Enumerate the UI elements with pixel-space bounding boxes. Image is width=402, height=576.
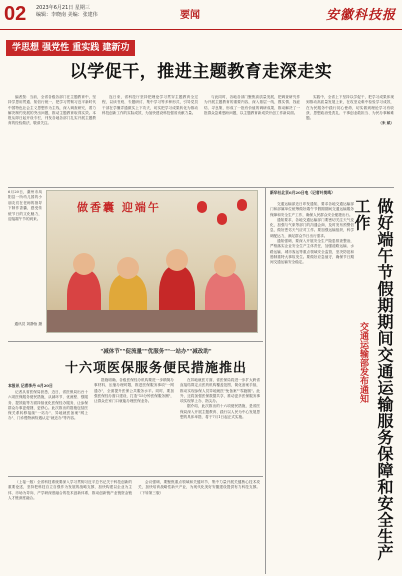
sub-col-3-text-2: 据介绍，此次推出的十六项便民措施，是省医保局深入开展主题教育、践行以人民为中心发展思想的具体举措，将于7月1日起正式实施。 — [180, 404, 260, 420]
sub-article-headline: 十六项医保服务便民措施推出 — [64, 361, 247, 376]
lead-col-2-text: 连日来，省科技厅坚持把理论学习贯穿主题教育全过程，以读书班、专题研讨、集中学习等多种形式，引导党员干部在学懂弄通做实上下功夫，切实把学习成果转化为推动科技创新工作的实际成效，为加快建设科技强省贡献力量。 — [102, 95, 198, 115]
right-article-byline: 新华社北京6月20日电（记者叶昊鸣） — [270, 190, 335, 195]
continued-col-left — [8, 480, 132, 572]
section-title: 要闻 — [180, 10, 200, 21]
lantern-decoration — [217, 213, 227, 225]
child-head — [214, 255, 236, 277]
lead-col-1-text: 编者按：当前，全省各级各部门在主题教育中，坚持学思用贯通、知信行统一，把学习贯彻习近平新时代中国特色社会主义思想作为主线，深入调查研究，着力解决制约发展的突出问题，推动主题教育取得实效。本报从即日起开设专栏，刊发各地各部门扎实开展主题教育的经验做法，敬请关注。 — [8, 95, 96, 126]
craft-table — [47, 310, 258, 332]
child-head — [166, 249, 188, 271]
sub-col-2 — [94, 378, 174, 472]
bottom-divider — [8, 476, 263, 477]
editor-line: 编辑：李晓南 美编：张建伟 — [36, 12, 98, 18]
sub-col-3-text: 在异地就医方面，省医保局将进一步扩大跨省直接结算定点医药机构覆盖范围，简化备案手续，推动实现参保人员异地就医"免备案""零跑腿"。此外，还将加强医保数据共享，推动更多医保服务事项实现掌上办、指尖办。 — [180, 378, 260, 404]
slogan-banner: 学思想 强党性 重实践 建新功 — [6, 40, 135, 56]
lead-col-1 — [8, 95, 96, 185]
page-header — [0, 0, 402, 30]
sub-col-2-text: 措施明确，各级医保经办机构要进一步精简办事材料，压缩办理时限，推进医保服务事项"一网通办"，全面提升医保公共服务水平。同时，要加强医保经办窗口建设，打造"15分钟医保服务圈"，让群众在家门口就能办理医保业务。 — [94, 378, 174, 404]
lead-col-4-text: 实践中，全省上下坚持以学促干，把学习成果体现到推动高质量发展上来，在攻坚克难中检验学习成效，在为民服务中践行初心使命，切实做到理论学习有收获、思想政治受洗礼、干事创业敢担当、为民办事解难题。 — [306, 95, 394, 121]
sub-article-divider — [8, 341, 263, 342]
right-body-2: 通知要求，各地交通运输部门要密切关注天气变化，加强与气象等部门的沟通会商，及时发布预警信息，做好恶劣天气应对工作。要加强运输组织，科学调配运力，满足群众节日出行需求。 — [270, 217, 354, 238]
continued-col-right — [138, 480, 260, 572]
right-article-subtitle: 交通运输部发布通知 — [358, 322, 368, 403]
lantern-decoration — [237, 199, 247, 211]
lead-col-4 — [306, 95, 394, 185]
photo-credit: 通讯员 刘静怡 摄 — [14, 322, 42, 326]
continued-left-text: （上接一版）全省科技系统要深入学习贯彻习近平总书记关于科技创新的重要论述，坚持把科技自立自强作为发展的战略支撑，加快构建以企业为主体、市场为导向、产学研深度融合的技术创新体系，推动创新链产业链资金链人才链深度融合。 — [8, 480, 132, 500]
page-number: 02 — [4, 3, 27, 25]
sub-article-byline: 本报讯 记者李丹 6月20日 — [8, 383, 53, 388]
newspaper-brand: 安徽科技报 — [325, 8, 396, 23]
lead-col-3 — [204, 95, 300, 185]
right-article-body — [270, 202, 354, 572]
right-body-3: 通知强调，要深入开展安全生产隐患排查整治，严格落实企业安全生产主体责任，加强道路运输、水路运输、城市客运等重点领域安全监管，坚决防范和遏制重特大事故发生。要做好应急值守，确保节日期间交通运输安全稳定。 — [270, 239, 354, 265]
column-divider — [265, 188, 266, 574]
photo-title: 做香囊 迎端午 — [77, 201, 161, 214]
continued-right-text: 会议强调，要聚焦重点领域和关键环节，集中力量开展关键核心技术攻关，加快培育战略性新兴产业，为现代化美好安徽建设提供有力科技支撑。（下转第三版） — [138, 480, 260, 495]
sub-col-1 — [8, 390, 88, 472]
header-meta — [36, 5, 98, 19]
date-line: 2023年6月21日 星期三 — [36, 5, 90, 11]
sub-col-3 — [180, 378, 260, 472]
right-body-1: 交通运输部近日印发通知，要求各地交通运输部门和部属单位统筹做好端午节假期期间交通运输服务保障和安全生产工作，确保人民群众安全便捷出行。 — [270, 202, 354, 217]
lead-signature: （朱 斌） — [378, 121, 394, 126]
sub-col-1-text: 记者从省医保局获悉，近日，省医保局出台十六项医保服务便民措施，从减环节、优流程、强服务、提效能等方面持续优化医保经办服务，让参保群众办事更便捷、更舒心。此次推出的措施包括医保关系转移接续"一站办"、异地就医备案"网上办"、门诊慢特病待遇认定"就近办"等内容。 — [8, 390, 88, 421]
lead-col-2 — [102, 95, 198, 185]
right-article-title: 做好端午节假期期间交通运输服务保障和安全生产工作 — [352, 198, 394, 561]
photo-caption: 6月20日，滁州市凤阳县一所幼儿园的小朋友们在老师的指导下制作香囊，感受传统节日的文化魅力，迎接端午节的到来。 — [8, 190, 42, 222]
section-divider — [8, 187, 394, 188]
news-photo — [46, 190, 258, 333]
sub-article-kicker: "减体节""促流量""优服务""一站办""减改助" — [100, 349, 212, 355]
lantern-decoration — [197, 201, 207, 213]
lead-headline: 以学促干，推进主题教育走深走实 — [69, 62, 333, 82]
child-head — [117, 257, 139, 279]
lead-col-3-text: 与此同时，各地各部门聚焦高质量发展，把调查研究作为开展主题教育的重要内容，深入基层一线，摸实情、找症结、寻良策，形成了一批有价值的调研成果，推动解决了一批群众急难愁盼问题，以主题教育新成效开创工作新局面。 — [204, 95, 300, 115]
child-head — [73, 253, 95, 275]
